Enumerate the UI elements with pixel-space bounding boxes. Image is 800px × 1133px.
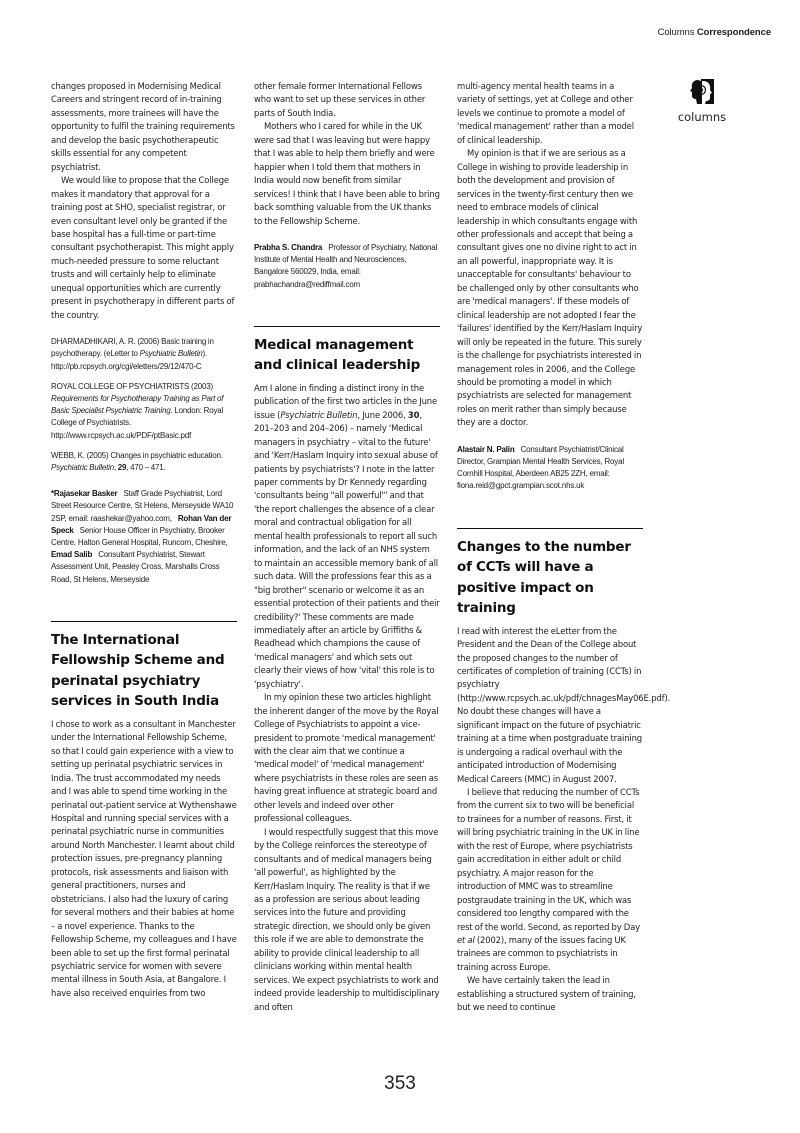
author-detail: Consultant Psychiatrist, Stewart Assessment Unit, Peasley Cross, Marshalls Cross Road, St Helens, Merseyside [51, 550, 220, 584]
running-head-section: Columns [657, 27, 695, 38]
section-divider [51, 621, 237, 622]
paragraph: I read with interest the eLetter from the President and the Dean of the College about the proposed changes to the number of certificates of completion of training (CCTs) in psychiatry (http://www.rcpsych.ac.uk/pdf/chnagesMay06E.pdf). No doubt these changes will have a significant impact on the future of psychiatric training at a time when postgraduate training is undergoing a radical overhaul with the anticipated introduction of Modernising Medical Careers (MMC) in August 2007. [457, 625, 671, 784]
paragraph: changes proposed in Modernising Medical Careers and stringent record of in-training assessments, more trainees will have the opportunity to fulfil the training requirements and develop the basic psychotherapeutic skills essential for any competent psychiatrist. [51, 81, 235, 172]
section-divider [457, 528, 643, 529]
running-head-subsection: Correspondence [696, 27, 771, 38]
author-detail: Staff Grade Psychiatrist, Lord Street Resource Centre, St Helens, Merseyside WA10 2SP, email: raashekar@yahoo.com, [51, 489, 234, 523]
author-detail: Consultant Psychiatrist/Clinical Director, Grampian Mental Health Services, Royal Cornhill Hospital, Aberdeen AB25 2ZH, email: fiona.reid@gpct.grampian.scot.nhs.uk [457, 444, 624, 491]
author-affiliations [51, 488, 237, 586]
author-name: Alastair N. Palin [457, 444, 515, 454]
author-detail: Professor of Psychiatry, National Institute of Mental Health and Neurosciences, Bangalore 560029, India, email: prabhachandra@rediffmail.com [254, 242, 438, 289]
columns-badge [672, 78, 732, 124]
author-name: Emad Salib [51, 550, 93, 560]
article-title: Changes to the number of CCTs will have a positive impact on training [457, 538, 631, 617]
author-detail: Senior House Officer in Psychiatry, Brooker Centre, Halton General Hospital, Runcorn, Cheshire, [51, 525, 228, 547]
paragraph: We would like to propose that the College makes it mandatory that approval for a training post at SHO, specialist registrar, or even consultant level only be granted if the base hospital has a full-time or part-time consultant psychotherapist. This might apply much-needed pressure to some reluctant trusts and will certainly help to eliminate unequal opportunities which are currently present in psychotherapy in different parts of the country. [51, 175, 235, 320]
paragraph: We have certainly taken the lead in establishing a structured system of training, but we need to continue [457, 975, 636, 1013]
paragraph: I believe that reducing the number of CCTs from the current six to two will be beneficial to trainees for a number of reasons. First, it will bring psychiatric training in the UK in line with the rest of Europe, where psychiatrists gain accreditation in either adult or child psychiatry. A major reason for the introduction of MMC was to streamline postgraudate training in the UK, which was considered too lengthy compared with the rest of the world. Second, as reported by Day et al (2002), many of the issues facing UK trainees are common to psychiatrists in training across Europe. [457, 787, 641, 972]
column-2 [254, 80, 440, 1014]
reference-item: DHARMADHIKARI, A. R. (2006) Basic training in psychotherapy. (eLetter to Psychiatric Bulletin). http://pb.rcpsych.org/cgi/eletters/29/12/470-C [51, 337, 214, 371]
article-title: The International Fellowship Scheme and perinatal psychiatry services in South India [51, 631, 225, 710]
article-title: Medical management and clinical leadership [254, 336, 421, 374]
paragraph: multi-agency mental health teams in a variety of settings, yet at College and other levels we continue to promote a model of 'medical management' rather than a model of clinical leadership. [457, 81, 634, 145]
column-3 [457, 80, 671, 1015]
paragraph: My opinion is that if we are serious as a College in wishing to provide leadership in both the development and provision of services in the twenty-first century then we need to embrace models of clinical leadership in which consultants engage with other professionals and accept that being a consultant gives one no divine right to act in an all powerful, inappropriate way. It is unacceptable for consultants' behaviour to be challenged only by other consultants who are 'medical managers'. If these models of clinical leadership are not adopted I fear the 'failures' identified by the Kerr/Haslam Inquiry will only be repeated in the future. This surely is the challenge for psychiatrists interested in management roles in 2006, and the College should be promoting a model in which psychiatrists are selected for management roles on merit rather than simply because they are a doctor. [457, 148, 643, 428]
author-name: Rohan Van der Speck [51, 513, 232, 535]
section-divider [254, 326, 440, 327]
reference-item: ROYAL COLLEGE OF PSYCHIATRISTS (2003) Requirements for Psychotherapy Training as Part of Basic Specialist Psychiatric Training. London: Royal College of Psychiatrists. http://www.rcpsych.ac.uk/PDF/ptBasic.pdf [51, 381, 224, 440]
paragraph: In my opinion these two articles highlight the inherent danger of the move by the Royal College of Psychiatrists to appoint a vice-president to promote 'medical management' with the clear aim that we continue a 'medical model' of 'medical management' where psychiatrists in these roles are seen as having great influence at strategic board and other levels and indeed over other professional colleagues. [254, 692, 439, 824]
page-number: 353 [384, 1073, 416, 1094]
paragraph: Mothers who I cared for while in the UK were sad that I was leaving but were happy that I was able to help them briefly and were happier when I told them that mothers in India would now benefit from similar services! I think that I have been able to bring back somthing valuable from the UK thanks to the Fellowship Scheme. [254, 121, 440, 226]
paragraph: I would respectfully suggest that this move by the College reinforces the stereotype of consultants and of medical managers being 'all powerful', as highlighted by the Kerr/Haslam Inquiry. The reality is that if we as a profession are serious about leading services into the future and providing strategic direction, we should only be given this role if we are able to demonstrate the ability to provide clinical leadership to all clinicians working within mental health services. We expect psychiatrists to work and indeed provide leadership to multidisciplinary and often [254, 826, 440, 1012]
author-affiliations [457, 444, 643, 493]
reference-list [51, 336, 237, 474]
paragraph: other female former International Fellows who want to set up these services in other parts of South India. [254, 81, 426, 118]
author-name: *Rajasekar Basker [51, 489, 118, 499]
running-head [658, 27, 771, 38]
paragraph: Am I alone in finding a distinct irony in the publication of the first two articles in the June issue (Psychiatric Bulletin, June 2006, 30, 201–203 and 204–206) – namely 'Medical managers in psychiatry – vital to the future' and 'Kerr/Haslam Inquiry into sexual abuse of patients by psychiatrists'? I note in the latter paper comments by Dr Kennedy regarding 'consultants being "all powerful"' and that 'the report challenges the absence of a clear moral and contractual obligation for all mental health professionals to report all such information, and the lack of an NHS system to maintain an accessible memory bank of all such data. Will the professions fear this as a "big brother" scenario or welcome it as an essential protection of their patients and their credibility?' These comments are made immediately after an article by Griffiths & Readhead which champions the cause of 'medical managers' and which sets out clearly their views of how 'vital' this role is to 'psychiatry'. [254, 382, 440, 689]
reference-item: WEBB, K. (2005) Changes in psychiatric education. Psychiatric Bulletin, 29, 470 – 471. [51, 450, 223, 472]
badge-label: columns [677, 110, 727, 124]
column-1 [51, 80, 237, 1000]
profile-heads-icon [689, 78, 715, 106]
author-affiliations [254, 242, 440, 291]
author-name: Prabha S. Chandra [254, 242, 323, 252]
paragraph: I chose to work as a consultant in Manchester under the International Fellowship Scheme, so that I could gain experience with a view to setting up perinatal psychiatric services in India. The trust accommodated my needs and I was able to spend time working in the perinatal out-patient service at Wythenshawe Hospital and running special services with a perinatal psychiatric nurse in communities around North Manchester. I learnt about child protection issues, pre-pregnancy planning protocols, risk assessments and liaison with general practitioners, nurses and obstetricians. I also had the luxury of caring for several mothers and their babies at home – a novel experience. Thanks to the Fellowship Scheme, my colleagues and I have been able to set up the first formal perinatal psychiatric service for women with severe mental illness in South Asia, at Bangalore. I have also received enquiries from two [51, 718, 237, 998]
